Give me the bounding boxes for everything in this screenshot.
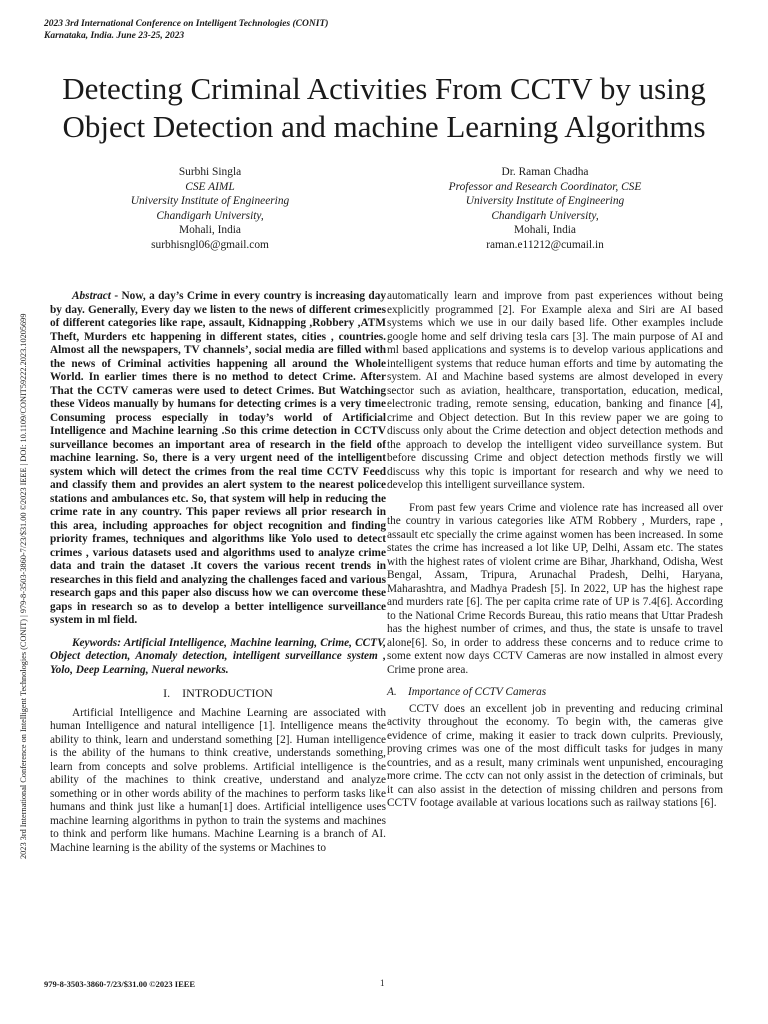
side-doi-note: 2023 3rd International Conference on Intelligent Technologies (CONIT) | 979-8-3503-3860-7/23/$31.00 ©2023 IEEE | DOI: 10.1109/CONIT59222.2023.10205699 <box>19 313 28 859</box>
author-block-2 <box>395 165 695 253</box>
keywords-label: Keywords: <box>72 636 121 649</box>
body-paragraph-3: CCTV does an excellent job in preventing and reducing criminal activity throughout the economy. To begin with, the cameras give evidence of crime, making it easier to track down culprits. Previously, proving crimes was one of the most difficult tasks for judges in many countries, and as a result, many criminals went unpunished, encouraging more crime. The cctv can not only assist in the detection of criminals, but it can also assist in the detection of missing children and persons from CCTV footage available at various locations such as railway stations [6]. <box>387 702 723 809</box>
author-university: Chandigarh University, <box>491 209 599 222</box>
footer-isbn: 979-8-3503-3860-7/23/$31.00 ©2023 IEEE <box>44 979 196 989</box>
author-email: raman.e11212@cumail.in <box>486 238 604 251</box>
author-institute: University Institute of Engineering <box>465 195 625 208</box>
body-paragraph-2: From past few years Crime and violence rate has increased all over the country in various categories like ATM Robbery , Murders, rape , assault etc specially the crime against women has been increased. In some states the crime has increased a lot like UP, Delhi, Assam etc. The states with the highest rates of violent crime are Bihar, Jharkhand, Odisha, West Bengal, Assam, Tripura, Arunachal Pradesh, Delhi, Haryana, Maharashtra, and Madhya Pradesh [5]. In 2022, UP has the highest rape and murders rate [6]. The per capita crime rate of UP is 7.4[6]. According to the National Crime Records Bureau, this ratio means that Uttar Pradesh has the highest number of crimes, and thus, the state is unsafe to travel alone[6]. So, in order to address these concerns and to reduce crime to some extent now days CCTV Cameras are now installed in almost every Crime prone area. <box>387 501 723 676</box>
abstract <box>50 290 386 628</box>
intro-paragraph: Artificial Intelligence and Machine Learning are associated with human Intelligence and natural intelligence [1]. Intelligence means the ability to think, learn and understand something [2]. Human intelligence is the ability of the humans to think creative, understands something, learn from concepts and solve problems. Artificial intelligence is the ability of the machines to think creative, understand and analyze something or in other words ability of the machines to perform tasks like humans and think just like a human[1] does. Artificial intelligence uses machine learning algorithms in python to train the systems and machines to think and perform like humans. Machine Learning is a branch of AI. Machine learning is the ability of the systems or Machines to <box>50 706 386 854</box>
right-column <box>387 290 723 820</box>
author-email: surbhisngl06@gmail.com <box>151 238 269 251</box>
author-name: Surbhi Singla <box>178 166 242 178</box>
author-block-1 <box>60 165 360 253</box>
abstract-label: Abstract <box>72 290 111 302</box>
author-institute: University Institute of Engineering <box>130 195 290 208</box>
author-department: CSE AIML <box>185 180 235 193</box>
keywords <box>50 637 386 678</box>
page-number: 1 <box>380 978 385 988</box>
section-heading-introduction: I. INTRODUCTION <box>163 686 273 700</box>
conference-location: Karnataka, India. June 23-25, 2023 <box>44 31 185 41</box>
left-column <box>50 290 386 864</box>
body-paragraph-1: automatically learn and improve from past experiences without being explicitly programmed [2]. For Example alexa and Siri are AI based systems which we use in our daily based life. Other examples include google home and self driving tesla cars [3]. The main purpose of AI and ml based applications and systems is to develop various applications and intelligent systems that reduce human efforts and time by automating the system. AI and Machine based systems are almost developed in every sector such as aviation, healthcare, transportation, education, medical, electronic trading, remote sensing, education, banking and finance [4], crime and Object detection. But In this review paper we are going to discuss only about the Crime detection and object detection methods and the approach to develop the intelligent video surveillance system. But before discussing Crime and object detection methods firstly we will discuss why this topic is important for research and why we need to develop this intelligent surveillance system. <box>387 290 723 491</box>
author-place: Mohali, India <box>513 224 576 237</box>
subsection-heading: A. Importance of CCTV Cameras <box>387 686 547 698</box>
conference-header <box>44 18 328 42</box>
conference-name: 2023 3rd International Conference on Intelligent Technologies (CONIT) <box>44 19 329 29</box>
paper-title <box>40 70 728 146</box>
keywords-text: Artificial Intelligence, Machine learning, Crime, CCTV, Object detection, Anomaly detection, intelligent surveillance system , Yolo, Deep Learning, Nueral neworks. <box>50 636 386 676</box>
author-place: Mohali, India <box>178 224 241 237</box>
author-department: Professor and Research Coordinator, CSE <box>448 180 642 193</box>
author-name: Dr. Raman Chadha <box>501 166 589 178</box>
abstract-text: - Now, a day’s Crime in every country is increasing day by day. Generally, Every day we listen to the news of different crimes of different categories like rape, assault, Kidnapping ,Robbery ,ATM Theft, Murders etc happening in different states, cities , countries. Almost all the newspapers, TV channels’, social media are filled with the news of Criminal activities happening all around the Whole World. In earlier times there is no method to detect Crime. After That the CCTV cameras were used to detect Crimes. But Watching these Videos manually by humans for detecting crimes is a very time Consuming process especially in today’s world of Artificial Intelligence and Machine learning .So this crime detection in CCTV surveillance becomes an important area of research in the field of machine learning. So, there is a very urgent need of the intelligent system which will detect the crimes from the real time CCTV Feed and classify them and provides an alert system to the nearest police stations and ambulances etc. So, that system will help in reducing the crime rate in any country. This paper reviews all prior research in this area, including approaches for object recognition and finding priority frames, techniques and algorithms like Yolo used to detect crimes , various datasets used and algorithms used to analyze crime data and train the dataset .It covers the various recent trends in researches in this field and analyzing the challenges faced and various research gaps and this paper also discuss how we can overcome these gaps in research so as to develop a better intelligence surveillance system in ml field. <box>50 290 386 626</box>
title-line-2: Object Detection and machine Learning Algorithms <box>62 109 706 144</box>
author-university: Chandigarh University, <box>156 209 264 222</box>
title-line-1: Detecting Criminal Activities From CCTV by using <box>62 71 706 106</box>
